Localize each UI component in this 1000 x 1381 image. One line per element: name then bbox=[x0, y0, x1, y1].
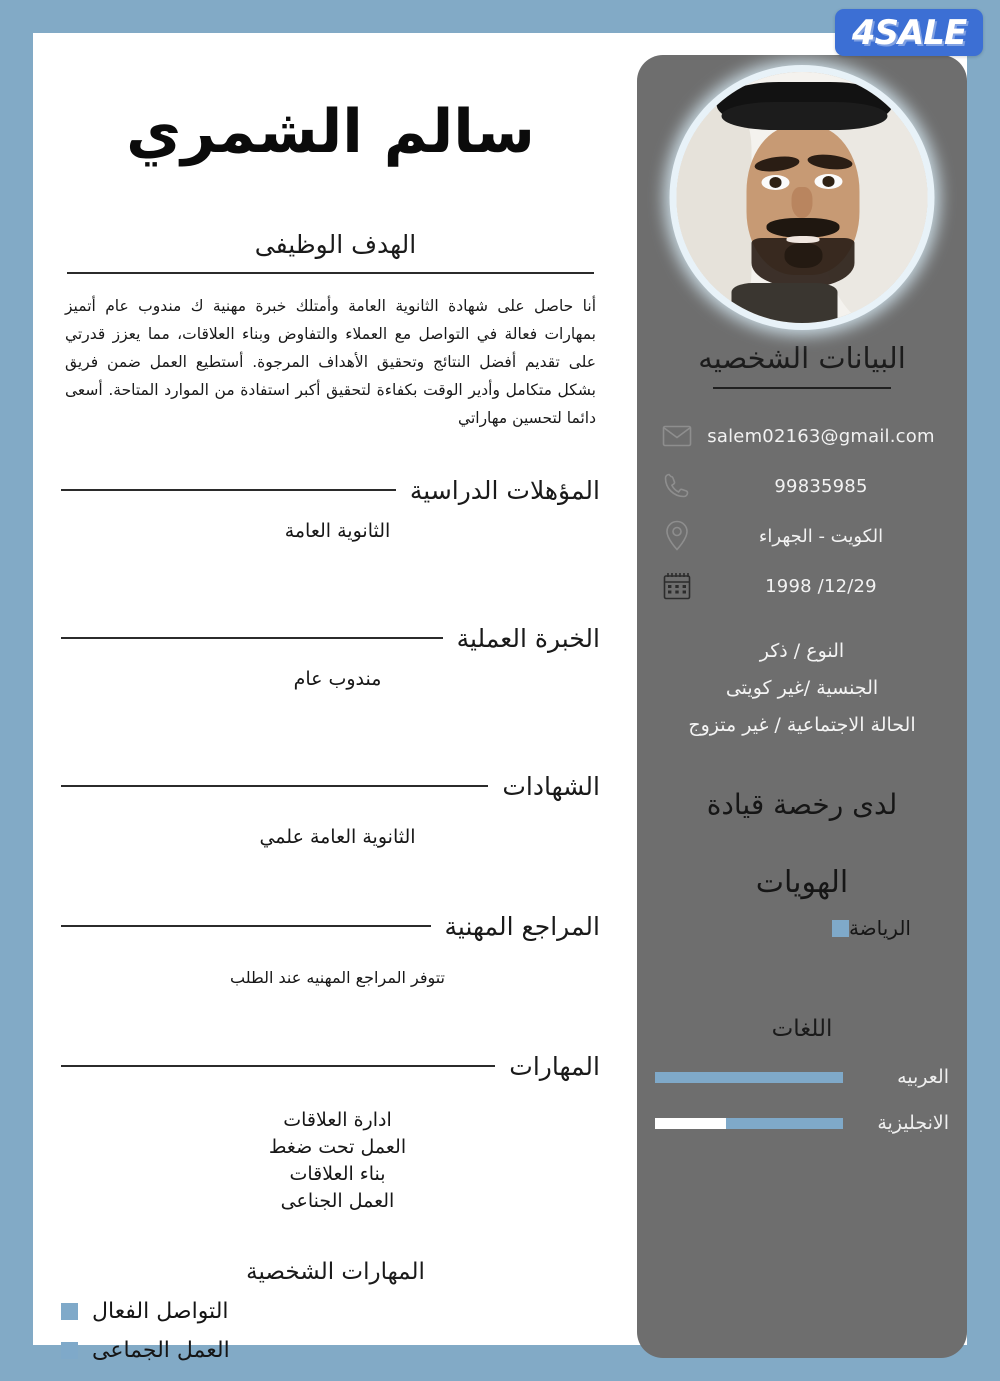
personal-skill-item bbox=[61, 1338, 600, 1363]
language-level-fill bbox=[655, 1072, 843, 1083]
section-skills bbox=[61, 1052, 600, 1215]
square-bullet-icon bbox=[61, 1303, 78, 1320]
location-value: الكويت - الجهراء bbox=[758, 525, 884, 547]
list-item: الثانوية العامة bbox=[284, 519, 391, 542]
square-bullet-icon bbox=[832, 920, 849, 937]
section-header bbox=[61, 772, 600, 801]
language-label: الانجليزية bbox=[877, 1112, 949, 1134]
personal-skill-label: العمل الجماعى bbox=[92, 1337, 230, 1363]
square-bullet-icon bbox=[61, 1342, 78, 1359]
sidebar-divider bbox=[713, 387, 891, 389]
avatar bbox=[670, 65, 935, 330]
section-header bbox=[61, 1052, 600, 1081]
section-experience bbox=[61, 624, 600, 694]
list-item: مندوب عام bbox=[293, 667, 382, 690]
section-title-experience: الخبرة العملية bbox=[456, 623, 600, 653]
personal-skill-label: التواصل الفعال bbox=[92, 1298, 229, 1324]
section-divider bbox=[61, 489, 396, 491]
section-education bbox=[61, 476, 600, 546]
cv-main-column bbox=[33, 33, 630, 1363]
spacer bbox=[61, 852, 600, 868]
4sale-logo[interactable] bbox=[835, 9, 983, 56]
demographics-list bbox=[637, 633, 967, 744]
driving-license-label: لدى رخصة قيادة bbox=[706, 788, 898, 821]
section-divider bbox=[61, 925, 431, 927]
contact-row-phone[interactable] bbox=[637, 461, 967, 511]
list-item: الثانوية العامة علمي bbox=[259, 825, 416, 848]
language-level-fill bbox=[726, 1118, 843, 1129]
experience-list bbox=[61, 665, 600, 694]
demographic-nationality: الجنسية /غير كويتى bbox=[725, 677, 879, 699]
section-divider bbox=[67, 272, 594, 274]
language-row-english bbox=[637, 1112, 967, 1134]
language-row-arabic bbox=[637, 1066, 967, 1088]
section-header bbox=[61, 912, 600, 941]
list-item: بناء العلاقات bbox=[289, 1162, 386, 1185]
phone-icon bbox=[659, 468, 695, 504]
sidebar-title-hobbies: الهويات bbox=[755, 865, 849, 900]
section-header bbox=[61, 624, 600, 653]
section-title-skills: المهارات bbox=[509, 1051, 600, 1081]
list-item: ادارة العلاقات bbox=[283, 1108, 392, 1131]
hobby-label: الرياضة bbox=[848, 916, 911, 940]
contact-row-location[interactable] bbox=[637, 511, 967, 561]
objective-text: أنا حاصل على شهادة الثانوية العامة وأمتلك خبرة مهنية ك مندوب عام أتميز بمهارات فعالة في التواصل مع العملاء والتفاوض وبناء العلاقات، مما يعزز قدرتي على تقديم أفضل النتائج وتحقيق الأهداف المرجوة. أستطيع العمل ضمن فريق بشكل متكامل وأدير الوقت بكفاءة لتحقيق أكبر استفادة من الموارد المتاحة. أسعى دائما لتحسين مهاراتي bbox=[65, 296, 596, 427]
contact-row-birthdate[interactable] bbox=[637, 561, 967, 611]
spacer bbox=[61, 546, 600, 580]
section-header bbox=[61, 476, 600, 505]
section-objective bbox=[61, 230, 600, 432]
language-level-bar bbox=[655, 1072, 843, 1083]
section-title-references: المراجع المهنية bbox=[444, 911, 600, 941]
section-title-education: المؤهلات الدراسية bbox=[409, 475, 600, 505]
section-references bbox=[61, 912, 600, 992]
references-list bbox=[61, 963, 600, 992]
list-item: تتوفر المراجع المهنيه عند الطلب bbox=[229, 967, 446, 987]
section-divider bbox=[61, 785, 488, 787]
spacer bbox=[61, 992, 600, 1008]
calendar-icon bbox=[659, 568, 695, 604]
section-title-objective: الهدف الوظيفى bbox=[254, 230, 417, 259]
demographic-gender: النوع / ذكر bbox=[759, 640, 845, 662]
section-title-personal-skills: المهارات الشخصية bbox=[246, 1258, 425, 1285]
section-certificates bbox=[61, 772, 600, 852]
birthdate-value: 1998 /12/29 bbox=[765, 575, 877, 597]
section-divider bbox=[61, 637, 443, 639]
section-divider bbox=[61, 1065, 495, 1067]
email-value: salem02163@gmail.com bbox=[707, 425, 935, 447]
demographic-marital-status: الحالة الاجتماعية / غير متزوج bbox=[688, 714, 916, 736]
sidebar-personal-block bbox=[637, 341, 967, 389]
section-title-certificates: الشهادات bbox=[502, 771, 600, 801]
list-item: العمل الجناعى bbox=[280, 1189, 395, 1212]
section-personal-skills bbox=[61, 1259, 600, 1363]
page-title: سالم الشمري bbox=[126, 97, 535, 167]
certificates-list bbox=[61, 823, 600, 852]
skills-list bbox=[61, 1107, 600, 1215]
location-pin-icon bbox=[659, 518, 695, 554]
cv-sidebar bbox=[637, 55, 967, 1358]
hobby-item bbox=[637, 916, 967, 940]
language-level-bar bbox=[655, 1118, 843, 1129]
education-list bbox=[61, 517, 600, 546]
list-item: العمل تحت ضغط bbox=[268, 1135, 407, 1158]
sidebar-title-languages: اللغات bbox=[771, 1016, 833, 1042]
4sale-logo-text: 4SALE bbox=[851, 12, 967, 53]
sidebar-title-personal: البيانات الشخصيه bbox=[698, 341, 906, 375]
spacer bbox=[61, 694, 600, 728]
contact-row-email[interactable] bbox=[637, 411, 967, 461]
personal-skill-item bbox=[61, 1299, 600, 1324]
language-label: العربيه bbox=[897, 1066, 949, 1088]
avatar-photo bbox=[677, 72, 928, 323]
phone-value: 99835985 bbox=[774, 475, 868, 497]
envelope-icon bbox=[659, 418, 695, 454]
contact-list bbox=[637, 411, 967, 611]
